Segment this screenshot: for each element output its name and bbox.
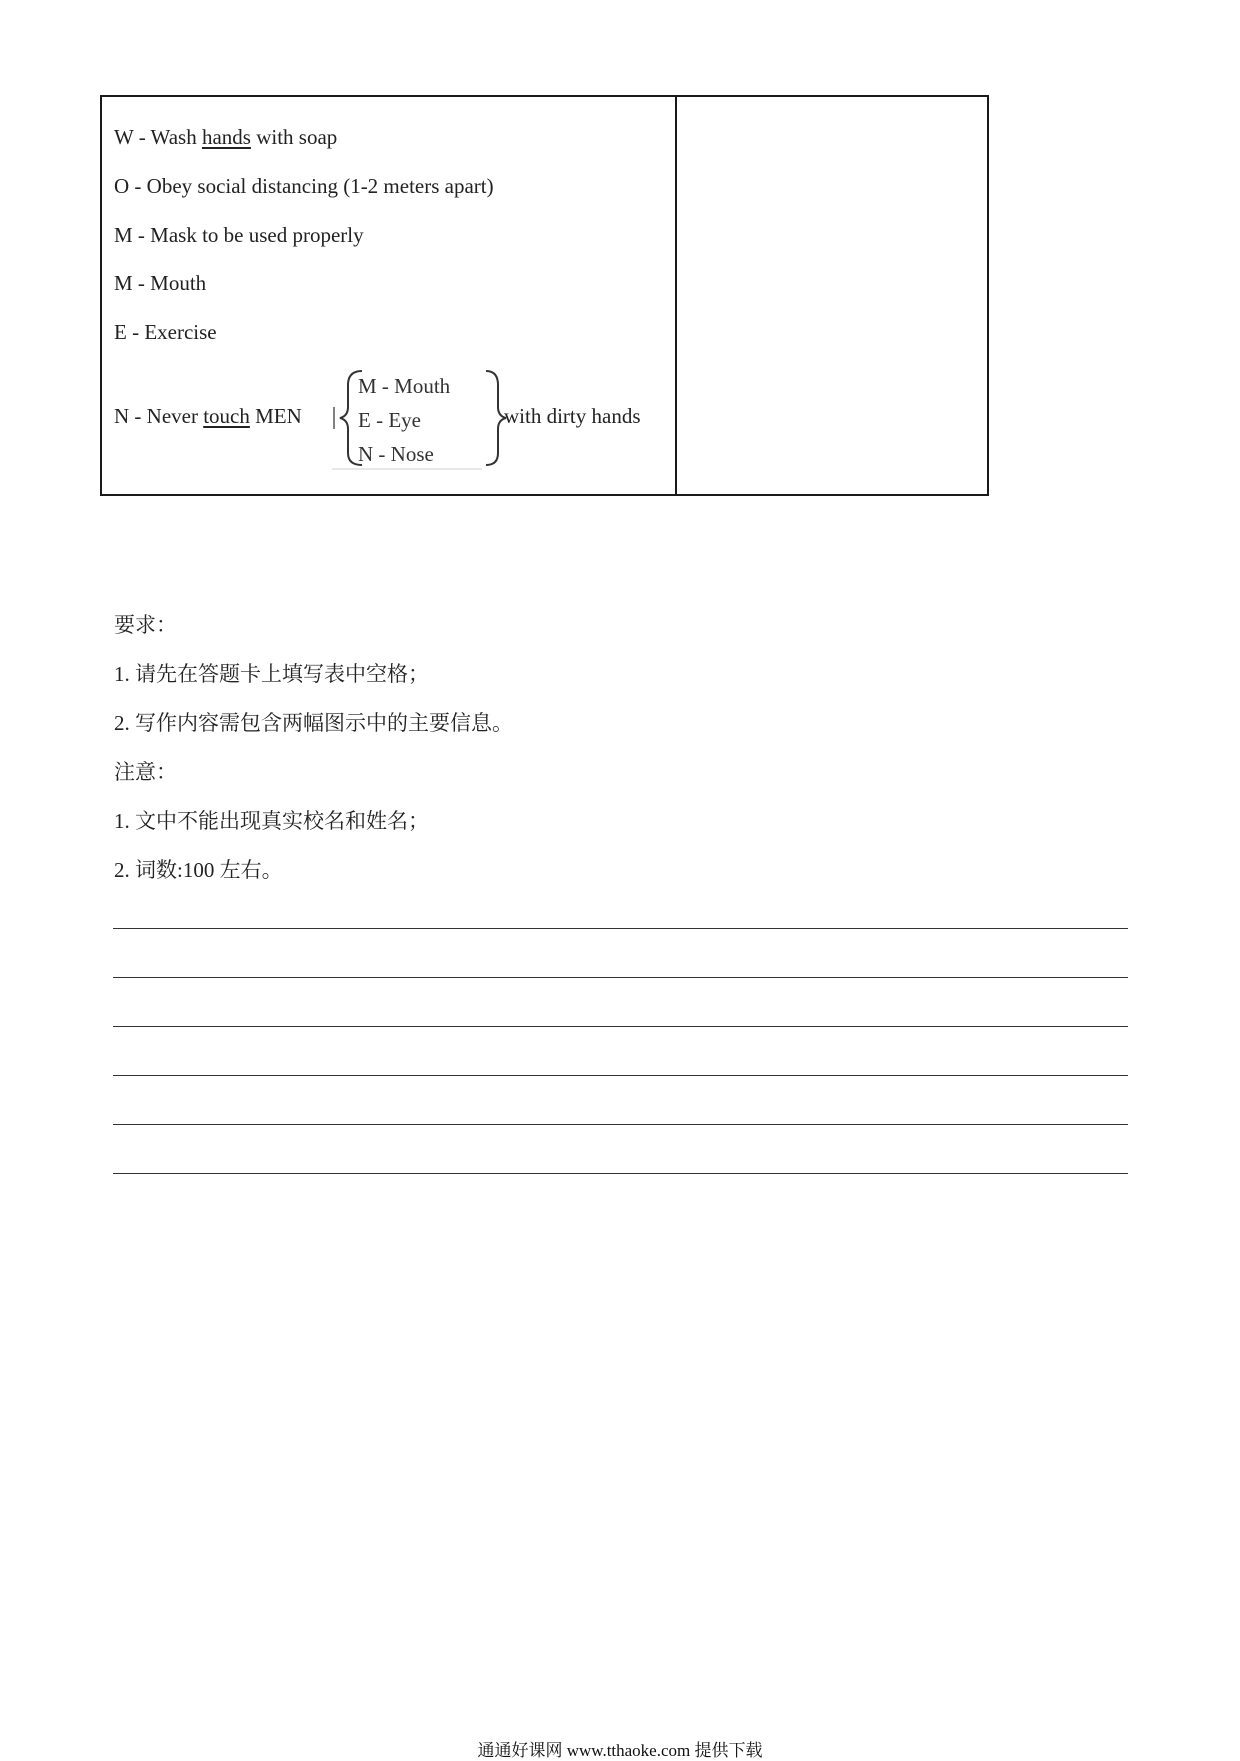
men-item-nose: N - Nose: [358, 442, 434, 466]
rule-line-obey: O - Obey social distancing (1-2 meters apart): [114, 174, 494, 198]
writing-line[interactable]: [113, 1124, 1128, 1125]
requirements-heading: 要求：: [114, 613, 177, 637]
men-rule-row: [114, 363, 674, 473]
writing-line[interactable]: [113, 1075, 1128, 1076]
rule-line-exercise: E - Exercise: [114, 320, 217, 344]
note-item-2: 2. 词数:100 左右。: [114, 858, 283, 882]
table-right-cell-blank: [677, 97, 987, 494]
rule-line-wash: W - Wash hands with soap: [114, 125, 338, 149]
men-rule-suffix: with dirty hands: [504, 404, 641, 428]
men-items-list: [358, 369, 478, 471]
rule-line-mask: M - Mask to be used properly: [114, 223, 364, 247]
rule-line-mouth: M - Mouth: [114, 271, 207, 295]
writing-line[interactable]: [113, 928, 1128, 929]
note-item-1: 1. 文中不能出现真实校名和姓名；: [114, 809, 429, 833]
table-left-cell: [102, 97, 677, 494]
notes-heading: 注意：: [114, 760, 177, 784]
men-rule-prefix: N - Never touch MEN: [114, 404, 302, 428]
writing-line[interactable]: [113, 1026, 1128, 1027]
requirement-item-1: 1. 请先在答题卡上填写表中空格；: [114, 662, 429, 686]
writing-line[interactable]: [113, 977, 1128, 978]
info-table: [100, 95, 989, 496]
footer-watermark-text: 通通好课网 www.tthaoke.com 提供下载: [477, 1741, 763, 1760]
requirement-item-2: 2. 写作内容需包含两幅图示中的主要信息。: [114, 711, 513, 735]
men-item-mouth: M - Mouth: [358, 374, 451, 398]
writing-line[interactable]: [113, 1173, 1128, 1174]
men-item-eye: E - Eye: [358, 408, 421, 432]
